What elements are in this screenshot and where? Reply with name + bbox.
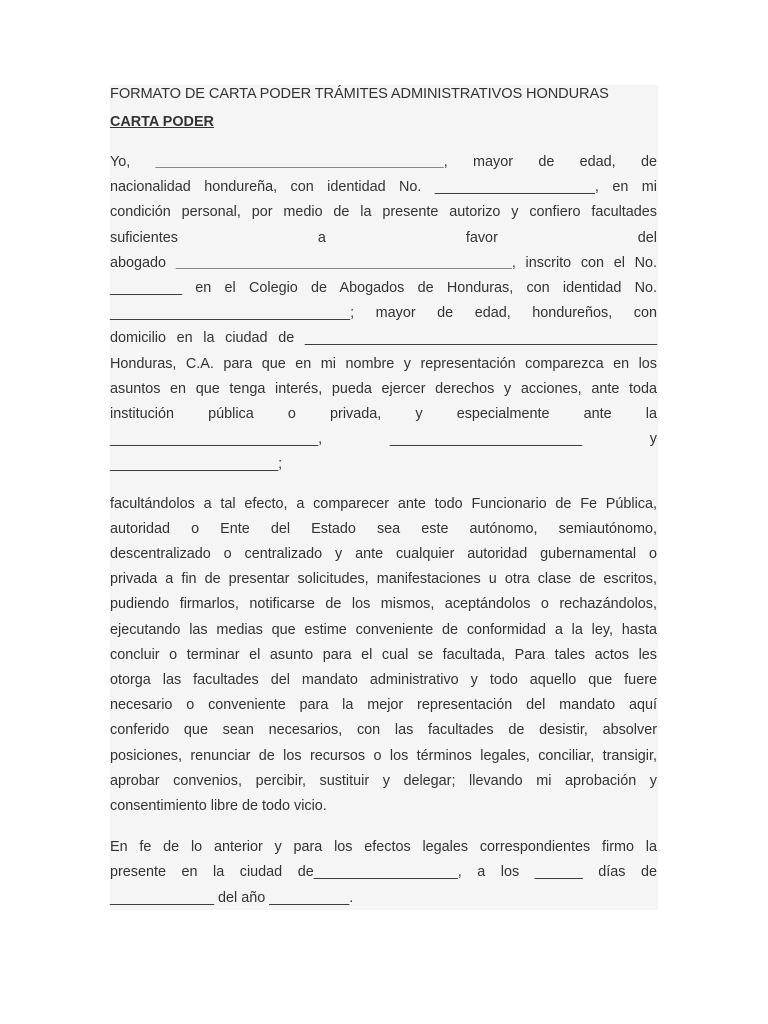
paragraph-line: facultándolos a tal efecto, a comparecer ante todo Funcionario de Fe Pública, (110, 495, 657, 512)
grantor-name-blank: ____________________________________ (155, 154, 444, 170)
paragraph-line: autoridad o Ente del Estado sea este autónomo, semiautónomo, (110, 520, 657, 537)
paragraph-line: otorga las facultades del mandato administrativo y todo aquello que fuere (110, 672, 657, 689)
paragraph-line: posiciones, renunciar de los recursos o los términos legales, conciliar, transigir, (110, 747, 657, 764)
paragraph-line: consentimiento libre de todo vicio. (110, 798, 327, 815)
text-fragment: , inscrito con el No. (511, 254, 657, 271)
paragraph-line: necesario o conveniente para la mejor representación del mandato aquí (110, 697, 657, 714)
paragraph-line: aprobar convenios, percibir, sustituir y delegar; llevando mi aprobación y (110, 772, 657, 789)
document-content (110, 82, 657, 911)
paragraph-line: _________ en el Colegio de Abogados de Honduras, con identidad No. (110, 280, 657, 297)
paragraph-line: descentralizado o centralizado y ante cualquier autoridad gubernamental o (110, 546, 657, 563)
paragraph-line: condición personal, por medio de la presente autorizo y confiero facultades (110, 204, 657, 221)
paragraph-line: Honduras, C.A. para que en mi nombre y representación comparezca en los (110, 355, 657, 372)
paragraph-signature (110, 835, 657, 911)
paragraph-line: conferido que sean necesarios, con las facultades de desistir, absolver (110, 722, 657, 739)
text-fragment: abogado (110, 254, 167, 271)
paragraph-line: domicilio en la ciudad de ____________________________________________ (110, 330, 657, 347)
paragraph-line: ______________________________; mayor de edad, hondureños, con (110, 305, 657, 322)
paragraph-line: _____________________; (110, 456, 283, 473)
paragraph-line: pudiendo firmarlos, notificarse de los mismos, aceptándolos o rechazándolos, (110, 596, 657, 613)
paragraph-line: privada a fin de presentar solicitudes, manifestaciones u otra clase de escritos, (110, 571, 657, 588)
paragraph-line: presente en la ciudad de__________________, a los ______ días de (110, 864, 657, 881)
document-heading: CARTA PODER (110, 114, 214, 130)
paragraph-line: institución pública o privada, y especialmente ante la (110, 406, 657, 423)
paragraph-grant-of-power (110, 150, 657, 478)
paragraph-line: nacionalidad hondureña, con identidad No. ____________________, en mi (110, 179, 657, 196)
text-fragment: Yo, (110, 154, 131, 170)
paragraph-line (110, 251, 657, 276)
paragraph-line: asuntos en que tenga interés, pueda ejercer derechos y acciones, ante toda (110, 380, 657, 397)
paragraph-line: En fe de lo anterior y para los efectos legales correspondientes firmo la (110, 839, 657, 856)
paragraph-line: ejecutando las medias que estime conveniente de conformidad a la ley, hasta (110, 621, 657, 638)
paragraph-line: __________________________, ________________________ y (110, 431, 657, 448)
paragraph-line: _____________ del año __________. (110, 889, 354, 906)
paragraph-line (110, 150, 657, 175)
text-fragment: , mayor de edad, de (443, 154, 658, 170)
document-title: FORMATO DE CARTA PODER TRÁMITES ADMINISTRATIVOS HONDURAS (110, 86, 609, 102)
paragraph-powers-granted (110, 492, 657, 820)
paragraph-line: suficientes a favor del (110, 229, 657, 246)
lawyer-name-blank: __________________________________________ (175, 254, 512, 271)
paragraph-line: concluir o terminar el asunto para el cual se facultada, Para tales actos les (110, 646, 657, 663)
